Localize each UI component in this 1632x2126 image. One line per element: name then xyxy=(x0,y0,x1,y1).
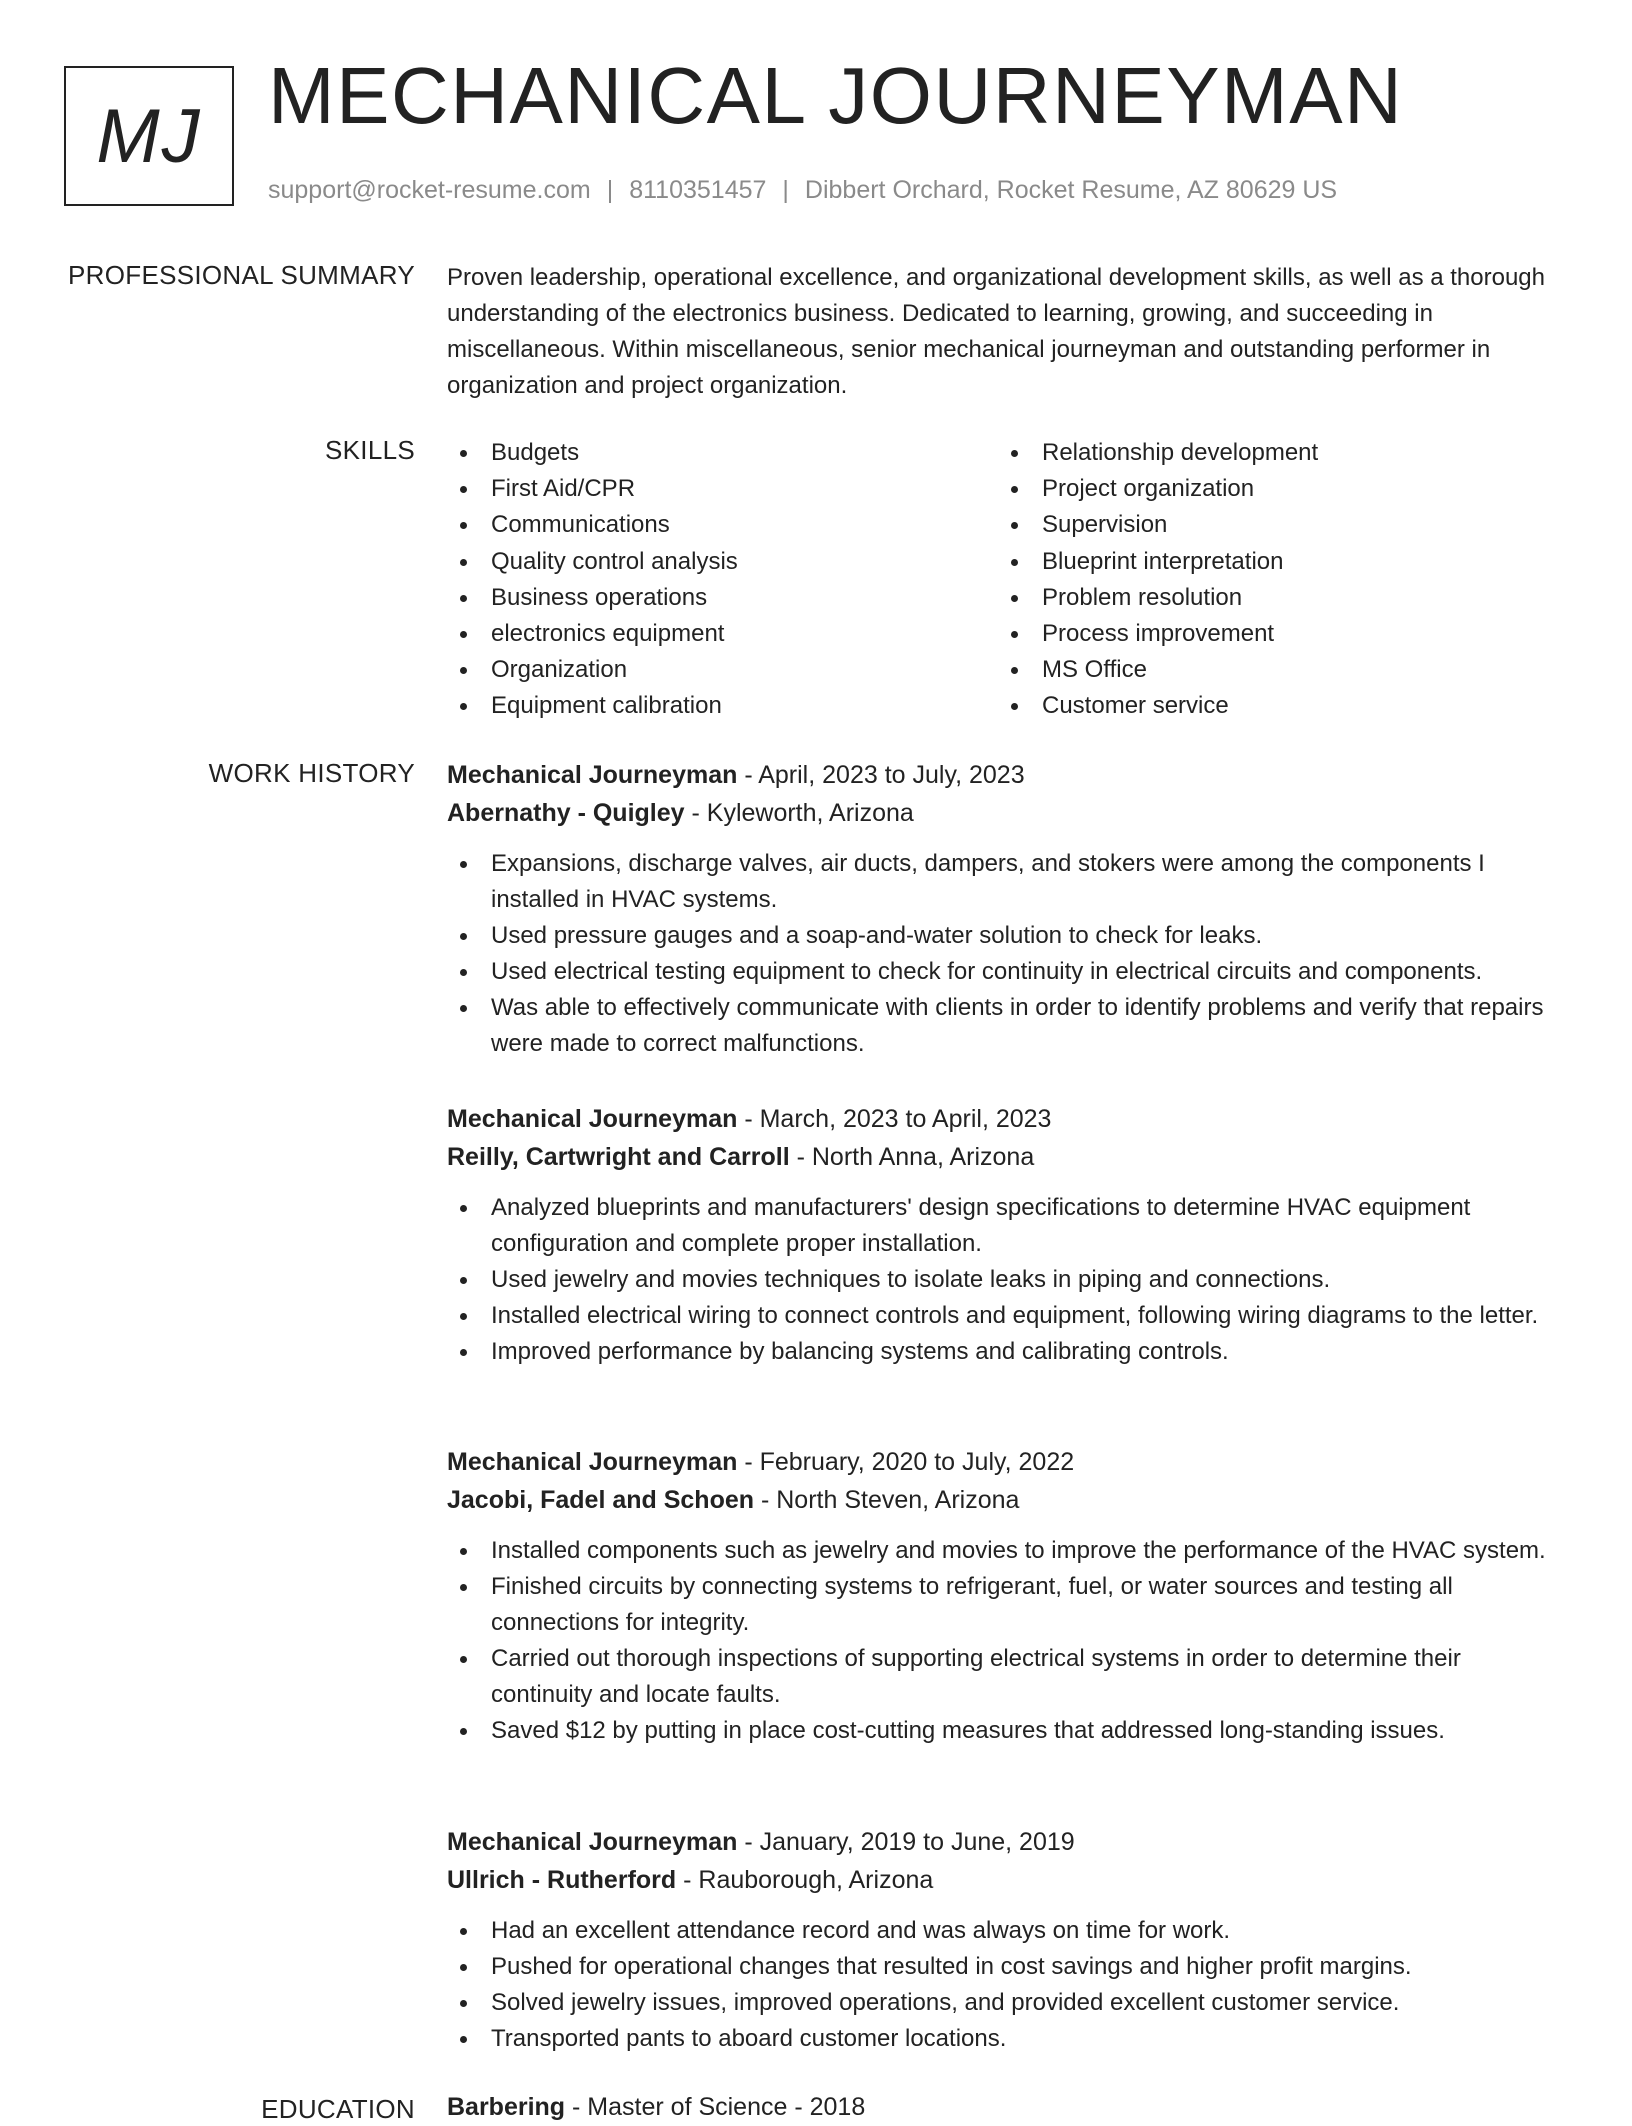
job-location: - North Steven, Arizona xyxy=(754,1486,1020,1514)
candidate-name: MECHANICAL JOURNEYMAN xyxy=(268,51,1404,140)
job-bullet: Was able to effectively communicate with clients in order to identify problems and verify that repairs were made to correct malfunctions. xyxy=(447,990,1562,1062)
job-bullet: Pushed for operational changes that resulted in cost savings and higher profit margins. xyxy=(447,1949,1562,1985)
skill-item: Supervision xyxy=(998,507,1318,543)
skill-item: Budgets xyxy=(447,435,738,471)
job-entry xyxy=(447,1100,1562,1370)
monogram-initials: MJ xyxy=(96,93,202,179)
job-company-line xyxy=(447,1138,1562,1176)
skill-item: MS Office xyxy=(998,652,1318,688)
contact-line xyxy=(268,176,1337,205)
skill-item: Project organization xyxy=(998,471,1318,507)
education-heading: EDUCATION xyxy=(261,2094,415,2124)
job-bullet: Analyzed blueprints and manufacturers' design specifications to determine HVAC equipment configuration and complete proper installation. xyxy=(447,1190,1562,1262)
job-bullet: Expansions, discharge valves, air ducts, dampers, and stokers were among the components I installed in HVAC systems. xyxy=(447,846,1562,918)
job-bullet: Used jewelry and movies techniques to isolate leaks in piping and connections. xyxy=(447,1262,1562,1298)
skill-item: Problem resolution xyxy=(998,580,1318,616)
skill-item: Organization xyxy=(447,652,738,688)
job-bullet: Finished circuits by connecting systems to refrigerant, fuel, or water sources and testing all connections for integrity. xyxy=(447,1569,1562,1641)
job-company: Jacobi, Fadel and Schoen xyxy=(447,1486,755,1514)
job-company: Reilly, Cartwright and Carroll xyxy=(447,1143,790,1171)
job-title: Mechanical Journeyman xyxy=(447,1105,738,1133)
work-history-heading: WORK HISTORY xyxy=(208,758,415,788)
job-location: - Kyleworth, Arizona xyxy=(684,799,914,827)
job-entry xyxy=(447,1443,1562,1749)
job-bullet: Saved $12 by putting in place cost-cutting measures that addressed long-standing issues. xyxy=(447,1713,1562,1749)
job-company: Abernathy - Quigley xyxy=(447,799,685,827)
job-location: - North Anna, Arizona xyxy=(789,1143,1035,1171)
job-title-line xyxy=(447,1100,1562,1138)
job-bullet: Installed electrical wiring to connect controls and equipment, following wiring diagrams to the letter. xyxy=(447,1298,1562,1334)
job-location: - Rauborough, Arizona xyxy=(676,1866,934,1894)
skill-item: Process improvement xyxy=(998,616,1318,652)
skill-item: Equipment calibration xyxy=(447,688,738,724)
education-school: Barbering xyxy=(447,2093,566,2121)
skill-item: Communications xyxy=(447,507,738,543)
job-bullet: Solved jewelry issues, improved operations, and provided excellent customer service. xyxy=(447,1985,1562,2021)
job-entry xyxy=(447,1823,1562,2057)
job-dates: - April, 2023 to July, 2023 xyxy=(737,761,1025,789)
skill-item: electronics equipment xyxy=(447,616,738,652)
skills-list-right xyxy=(998,435,1318,725)
job-bullet: Carried out thorough inspections of supporting electrical systems in order to determine their continuity and locate faults. xyxy=(447,1641,1562,1713)
job-title: Mechanical Journeyman xyxy=(447,1448,738,1476)
skill-item: Business operations xyxy=(447,580,738,616)
job-company-line xyxy=(447,1861,1562,1899)
job-title-line xyxy=(447,756,1562,794)
skill-item: Quality control analysis xyxy=(447,544,738,580)
contact-email: support@rocket-resume.com xyxy=(268,176,591,204)
contact-phone: 8110351457 xyxy=(629,176,767,204)
contact-separator: | xyxy=(782,176,789,204)
job-bullet: Transported pants to aboard customer locations. xyxy=(447,2021,1562,2057)
skills-heading: SKILLS xyxy=(325,435,415,465)
job-bullet: Used electrical testing equipment to check for continuity in electrical circuits and components. xyxy=(447,954,1562,990)
job-title: Mechanical Journeyman xyxy=(447,761,738,789)
skill-item: Blueprint interpretation xyxy=(998,544,1318,580)
education-line xyxy=(447,2088,865,2126)
job-bullets xyxy=(447,1190,1562,1370)
job-entry xyxy=(447,756,1562,1062)
job-bullet: Had an excellent attendance record and was always on time for work. xyxy=(447,1913,1562,1949)
summary-text: Proven leadership, operational excellence, and organizational development skills, as well as a thorough understanding of the electronics business. Dedicated to learning, growing, and succeeding in miscellaneous. Within miscellaneous, senior mechanical journeyman and outstanding performer in organization and project organization. xyxy=(447,264,1545,399)
contact-separator: | xyxy=(606,176,614,204)
skill-item: Customer service xyxy=(998,688,1318,724)
job-title-line xyxy=(447,1823,1562,1861)
job-bullet: Used pressure gauges and a soap-and-water solution to check for leaks. xyxy=(447,918,1562,954)
job-title: Mechanical Journeyman xyxy=(447,1828,738,1856)
job-company-line xyxy=(447,1481,1562,1519)
monogram-box xyxy=(64,66,234,206)
education-year: - 2018 xyxy=(787,2093,866,2121)
skill-item: First Aid/CPR xyxy=(447,471,738,507)
job-bullets xyxy=(447,846,1562,1062)
skills-list-left xyxy=(447,435,738,725)
job-title-line xyxy=(447,1443,1562,1481)
job-company: Ullrich - Rutherford xyxy=(447,1866,677,1894)
education-degree: - Master of Science xyxy=(565,2093,788,2121)
job-dates: - March, 2023 to April, 2023 xyxy=(737,1105,1052,1133)
job-bullet: Installed components such as jewelry and movies to improve the performance of the HVAC system. xyxy=(447,1533,1562,1569)
job-bullets xyxy=(447,1533,1562,1749)
job-bullet: Improved performance by balancing systems and calibrating controls. xyxy=(447,1334,1562,1370)
job-dates: - January, 2019 to June, 2019 xyxy=(737,1828,1075,1856)
contact-address: Dibbert Orchard, Rocket Resume, AZ 80629 US xyxy=(804,176,1338,204)
job-company-line xyxy=(447,794,1562,832)
job-bullets xyxy=(447,1913,1562,2057)
education-section xyxy=(0,2093,1632,2124)
job-dates: - February, 2020 to July, 2022 xyxy=(737,1448,1075,1476)
skill-item: Relationship development xyxy=(998,435,1318,471)
summary-heading: PROFESSIONAL SUMMARY xyxy=(68,260,415,290)
